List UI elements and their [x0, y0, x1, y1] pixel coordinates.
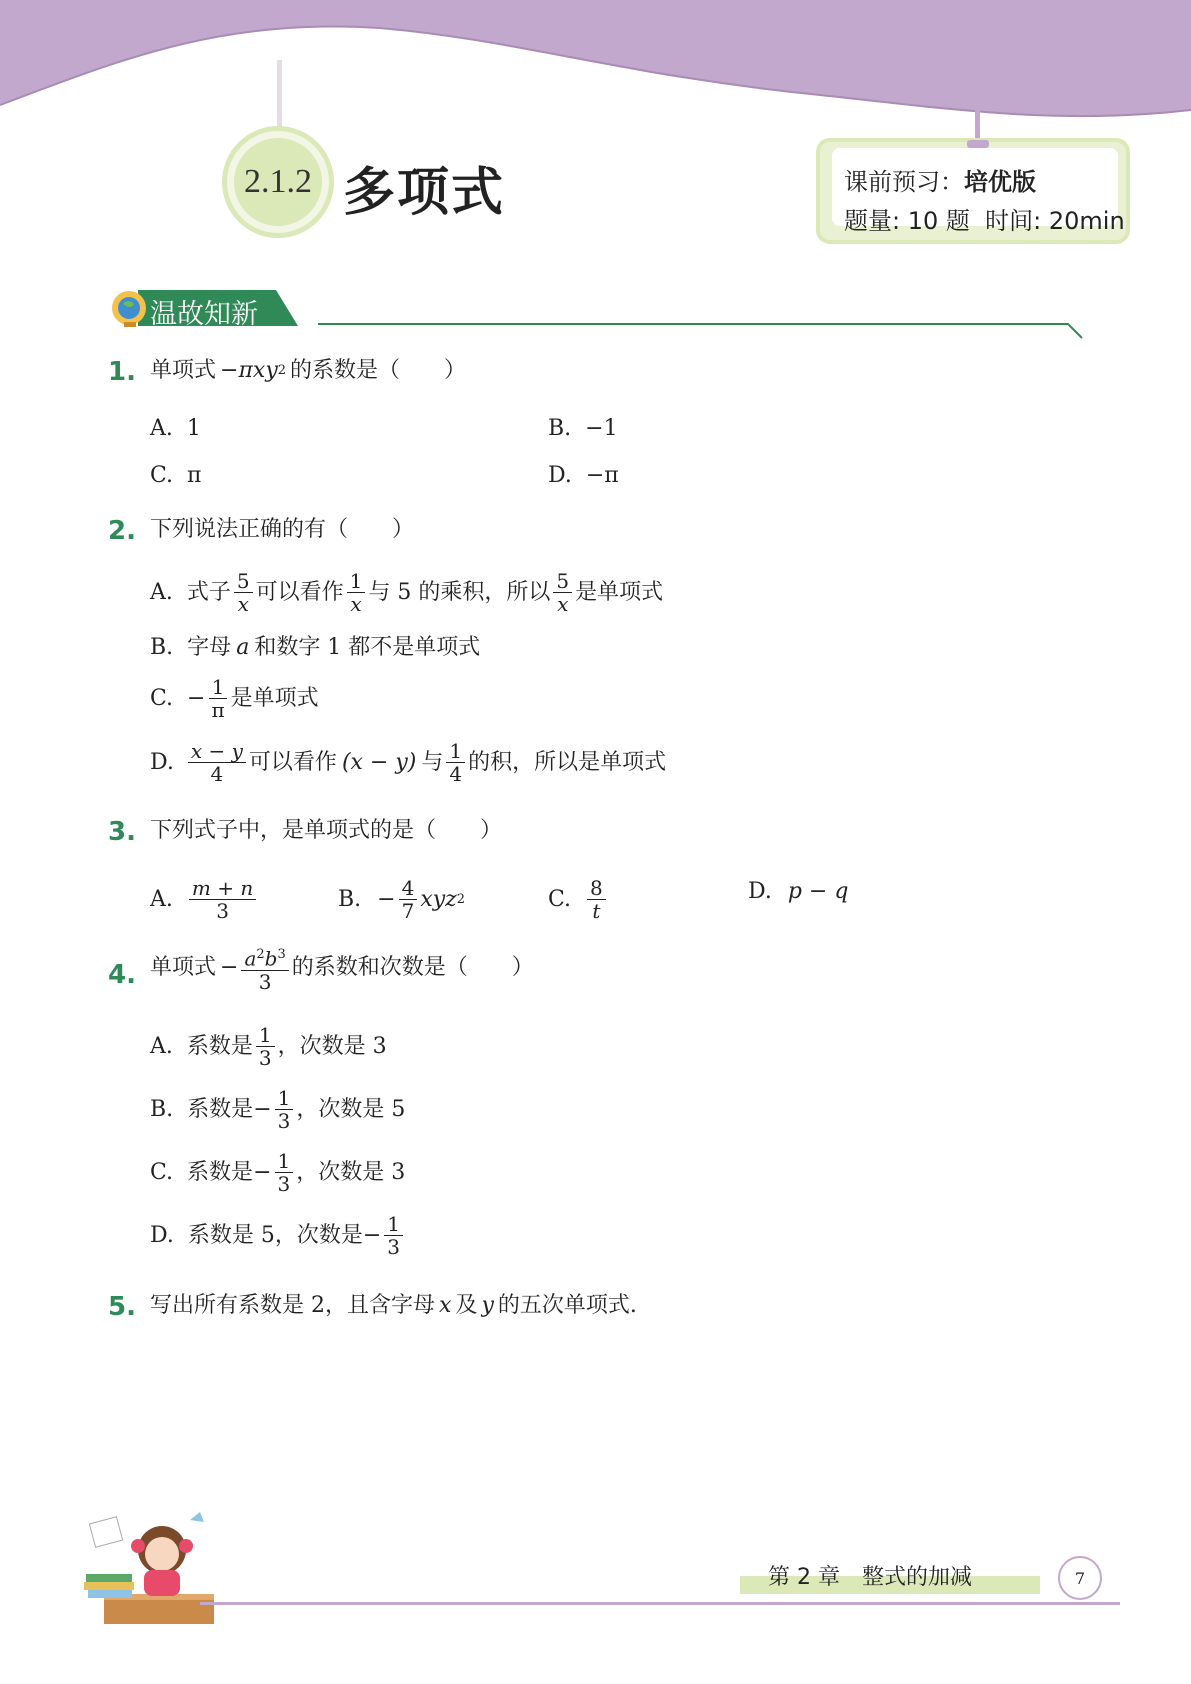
q4-option-a[interactable] [150, 1024, 387, 1069]
chapter-label: 第 2 章 整式的加减 [768, 1565, 972, 1590]
section-badge [222, 126, 334, 238]
variable: y [481, 1293, 494, 1318]
variable: a [236, 635, 250, 660]
option-label: B. [150, 635, 174, 660]
sign: − [253, 1159, 272, 1185]
q2-option-c[interactable] [150, 676, 319, 721]
option-text: 可以看作 [255, 579, 344, 605]
q1-option-d[interactable] [548, 461, 619, 491]
q3-option-c[interactable] [548, 877, 609, 922]
option-text: 的积，所以是单项式 [468, 749, 667, 775]
student-illustration [80, 1500, 230, 1630]
header-wave [0, 0, 1191, 140]
q5-text: 及 [455, 1293, 478, 1318]
q1-expression: −πxy [220, 358, 278, 383]
sign: − [377, 886, 396, 912]
footer-rule [200, 1602, 1120, 1605]
q4-number: 4. [108, 960, 136, 990]
q1-number: 1. [108, 357, 136, 387]
sign: − [220, 955, 239, 981]
option-label: A. [150, 886, 173, 912]
q5-text: 写出所有系数是 2，且含字母 [150, 1293, 435, 1318]
option-label: C. [150, 685, 174, 711]
q3-option-d[interactable] [748, 877, 848, 907]
fraction: $\frac{m + n}{3}$ [189, 877, 256, 922]
q3-number: 3. [108, 817, 136, 847]
expression: (x − y) [341, 749, 417, 775]
option-text: 是单项式 [230, 685, 319, 711]
option-label: B. [150, 1096, 174, 1122]
fraction: $\frac{1}{x}$ [347, 570, 366, 615]
sign: − [362, 1222, 382, 1248]
sign: − [187, 685, 206, 711]
q2-option-d[interactable] [150, 740, 666, 785]
option-text: 是单项式 [575, 579, 664, 605]
fraction: $\frac{4}{7}$ [399, 877, 418, 922]
option-text: −1 [585, 416, 618, 441]
option-label: A. [150, 1033, 173, 1059]
option-text: −π [585, 463, 619, 488]
option-text: p − q [787, 879, 849, 904]
option-label: D. [150, 1222, 174, 1248]
fraction: $\frac{a^2b^3}{3}$ [241, 944, 288, 993]
fraction: $\frac{1}{3}$ [256, 1024, 275, 1069]
tag-meta: 题量: 10 题 时间: 20min [844, 207, 1125, 235]
option-label: A. [150, 416, 173, 441]
q3-option-b[interactable] [338, 877, 465, 922]
option-label: D. [150, 749, 174, 775]
q1-stem-text: 单项式 [150, 358, 217, 383]
option-label: C. [150, 1159, 174, 1185]
q3-stem: 下列式子中，是单项式的是（ ） [150, 818, 503, 843]
page-number-circle [1058, 1556, 1102, 1600]
option-text: 系数是 [186, 1033, 253, 1059]
q4-stem [150, 944, 534, 993]
q2-number: 2. [108, 516, 136, 546]
option-text: 可以看作 [248, 749, 337, 775]
option-text: 字母 [187, 635, 232, 660]
q2-option-b[interactable] [150, 633, 480, 663]
option-text: π [187, 463, 202, 488]
option-text: 式子 [186, 579, 231, 605]
q2-stem: 下列说法正确的有（ ） [150, 517, 415, 542]
option-label: D. [748, 879, 772, 904]
q4-stem-text: 单项式 [150, 955, 217, 981]
q1-stem-tail: 的系数是（ ） [290, 358, 467, 383]
option-label: C. [150, 463, 174, 488]
section-title: 多项式 [343, 163, 506, 223]
option-label: D. [548, 463, 572, 488]
q1-option-a[interactable] [150, 414, 201, 444]
option-text: 与 5 的乘积，所以 [368, 579, 551, 605]
q5-number: 5. [108, 1292, 136, 1322]
option-label: B. [548, 416, 572, 441]
q4-option-c[interactable] [150, 1150, 405, 1195]
q5-stem [150, 1291, 637, 1321]
q1-stem [150, 356, 466, 386]
option-text: ，次数是 3 [296, 1159, 406, 1185]
globe-icon [112, 290, 146, 324]
page-number: 7 [1074, 1568, 1086, 1588]
q4-stem-tail: 的系数和次数是（ ） [291, 955, 534, 981]
tag-pin-icon [967, 140, 989, 148]
option-label: C. [548, 886, 572, 912]
fraction: $\frac{1}{3}$ [275, 1087, 294, 1132]
q1-option-c[interactable] [150, 461, 202, 491]
q2-option-a[interactable] [150, 570, 663, 615]
fraction: $\frac{1}{4}$ [446, 740, 465, 785]
section-number: 2.1.2 [244, 163, 312, 200]
fraction: $\frac{5}{x}$ [234, 570, 253, 615]
fraction: $\frac{x - y}{4}$ [188, 740, 246, 785]
option-text: 与 [421, 749, 444, 775]
option-text: 系数是 [187, 1159, 254, 1185]
option-text: 系数是 [187, 1096, 254, 1122]
fraction: $\frac{1}{3}$ [384, 1213, 403, 1258]
tag-edition: 培优版 [964, 168, 1036, 196]
option-text: ，次数是 5 [296, 1096, 406, 1122]
fraction: $\frac{1}{\pi}$ [208, 676, 227, 721]
fraction: $\frac{1}{3}$ [275, 1150, 294, 1195]
option-label: A. [150, 579, 173, 605]
option-text: 1 [186, 416, 201, 441]
q1-exponent: 2 [277, 363, 287, 378]
option-text: 系数是 5，次数是 [187, 1222, 363, 1248]
option-text: 和数字 1 都不是单项式 [254, 635, 481, 660]
sign: − [253, 1096, 272, 1122]
option-text: ，次数是 3 [277, 1033, 387, 1059]
fraction: $\frac{5}{x}$ [553, 570, 572, 615]
exponent: 2 [456, 891, 466, 907]
q5-text: 的五次单项式. [497, 1293, 637, 1318]
preview-tag [816, 138, 1130, 244]
q4-option-b[interactable] [150, 1087, 405, 1132]
variable: x [439, 1293, 452, 1318]
expression: xyz [420, 886, 457, 912]
q3-option-a[interactable] [150, 877, 259, 922]
q4-option-d[interactable] [150, 1213, 406, 1258]
q1-option-b[interactable] [548, 414, 618, 444]
tag-prefix: 课前预习： [844, 168, 964, 196]
option-label: B. [338, 886, 362, 912]
fraction: $\frac{8}{t}$ [587, 877, 606, 922]
review-label: 温故知新 [150, 299, 258, 330]
banner-rule [318, 316, 1088, 340]
